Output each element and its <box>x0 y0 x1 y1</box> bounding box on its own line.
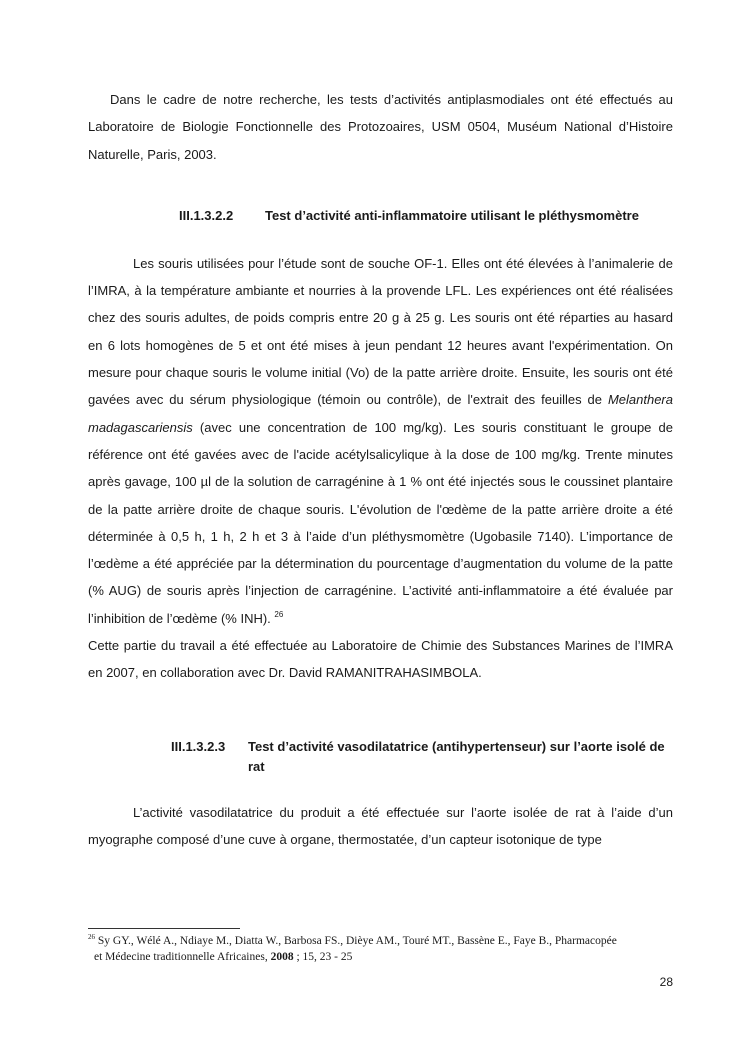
footnote: $^{26}$ Sy GY., Wélé A., Ndiaye M., Diatta W., Barbosa FS., Dièye AM., Touré MT., Bassène E., Faye B., Pharmacopée et Médecine traditionnelle Africaines, 2008 ; 15, 23 - 25 <box>88 933 617 963</box>
paragraph-intro: Dans le cadre de notre recherche, les tests d’activités antiplasmodiales ont été effectués au Laboratoire de Biologie Fonctionnelle des Protozoaires, USM 0504, Muséum National d’Histoire Naturelle, Paris, 2003. <box>88 92 673 162</box>
paragraph-vasodilator: L’activité vasodilatatrice du produit a été effectuée sur l’aorte isolée de rat à l’aide d’un myographe composé d’une cuve à organe, thermostatée, d’un capteur isotonique de type <box>88 804 673 847</box>
section-number: III.1.3.2.2 <box>179 207 234 223</box>
section-heading-inflammatory <box>179 206 673 226</box>
paragraph-collaboration: Cette partie du travail a été effectuée au Laboratoire de Chimie des Substances Marines de l’IMRA en 2007, en collaboration avec Dr. David RAMANITRAHASIMBOLA. <box>88 638 673 681</box>
page-number: 28 <box>659 975 673 989</box>
footnote-year: 2008 <box>270 950 294 963</box>
footnote-reference: 26 <box>274 609 284 619</box>
section-title: Test d’activité vasodilatatrice (antihypertenseur) sur l’aorte isolé de rat <box>248 738 665 774</box>
footnote-marker: 26 <box>88 933 95 941</box>
footnote-divider <box>88 928 240 929</box>
section-title: Test d’activité anti-inflammatoire utilisant le pléthysmomètre <box>265 207 639 223</box>
species-name: Melanthera madagascariensis <box>88 392 673 435</box>
paragraph-method: Les souris utilisées pour l’étude sont de souche OF-1. Elles ont été élevées à l’animalerie de l’IMRA, à la température ambiante et nourries à la provende LFL. Les expériences ont été réalisées chez des souris adultes, de poids compris entre 20 g à 25 g. Les souris ont été réparties au hasard en 6 lots homogènes de 5 et ont été mises à jeun pendant 12 heures avant l'expérimentation. On mesure pour chaque souris le volume initial (Vo) de la patte arrière droite. Ensuite, les souris ont été gavées avec du sérum physiologique (témoin ou contrôle), de l'extrait des feuilles de Melanthera madagascariensis (avec une concentration de 100 mg/kg). Les souris constituant le groupe de référence ont été gavées avec de l'acide acétylsalicylique à la dose de 100 mg/kg. Trente minutes après gavage, 100 µl de la solution de carragénine à 1 % ont été injectés sous le coussinet plantaire de la patte arrière droite de chaque souris. L'évolution de l'œdème de la patte arrière droite a été déterminée à 0,5 h, 1 h, 2 h et 3 à l’aide d’un pléthysmomètre (Ugobasile 7140). L’importance de l’œdème a été appréciée par la détermination du pourcentage d’augmentation du volume de la patte (% AUG) de souris après l’injection de carragénine. L’activité anti-inflammatoire a été évaluée par l’inhibition de l’œdème (% INH). $^{26}$ <box>88 255 673 626</box>
section-number: III.1.3.2.3 <box>171 738 226 754</box>
page-body <box>88 86 673 853</box>
section-heading-vasodilator <box>171 737 673 777</box>
